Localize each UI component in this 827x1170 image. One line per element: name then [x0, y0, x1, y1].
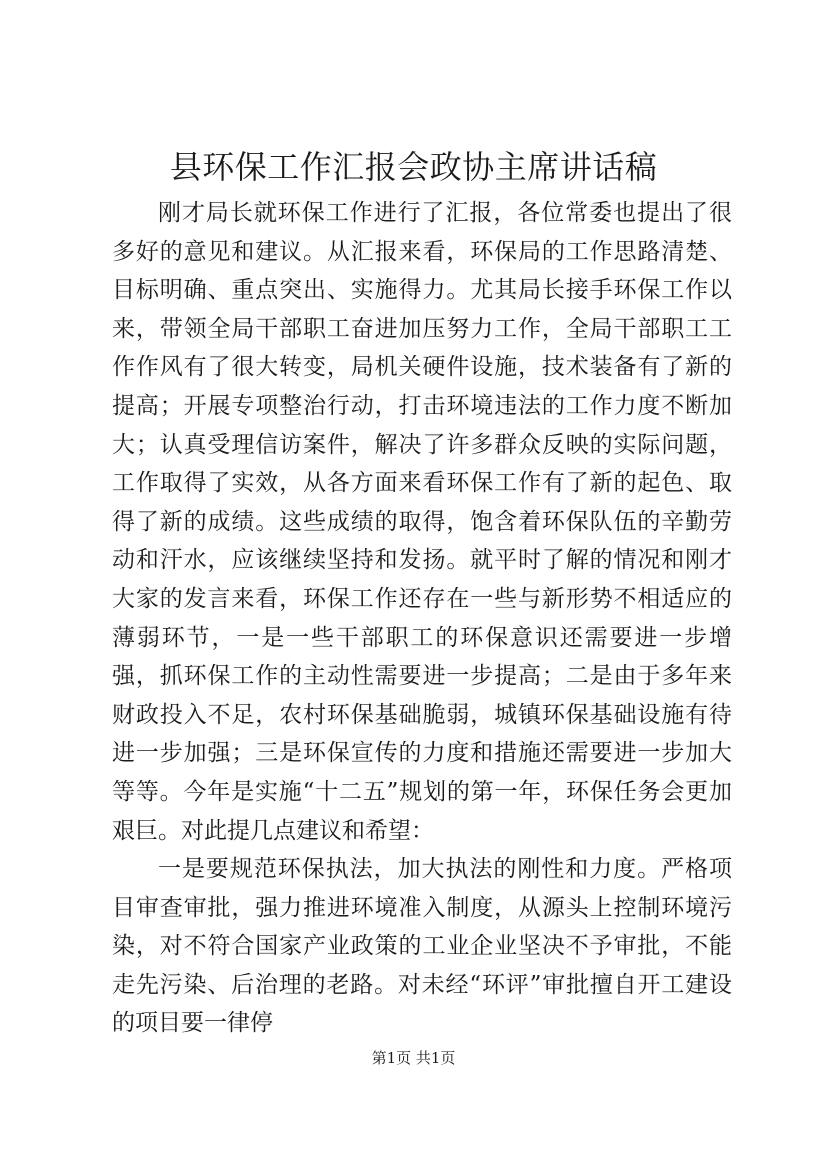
paragraph-intro: 刚才局长就环保工作进行了汇报，各位常委也提出了很多好的意见和建议。从汇报来看，环保局的工作思路清楚、目标明确、重点突出、实施得力。尤其局长接手环保工作以来，带领全局干部职工奋进加压努力工作，全局干部职工工作作风有了很大转变，局机关硬件设施，技术装备有了新的提高；开展专项整治行动，打击环境违法的工作力度不断加大；认真受理信访案件，解决了许多群众反映的实际问题，工作取得了实效，从各方面来看环保工作有了新的起色、取得了新的成绩。这些成绩的取得，饱含着环保队伍的辛勤劳动和汗水，应该继续坚持和发扬。就平时了解的情况和刚才大家的发言来看，环保工作还存在一些与新形势不相适应的薄弱环节，一是一些干部职工的环保意识还需要进一步增强，抓环保工作的主动性需要进一步提高；二是由于多年来财政投入不足，农村环保基础脆弱，城镇环保基础设施有待进一步加强；三是环保宣传的力度和措施还需要进一步加大等等。今年是实施“十二五”规划的第一年，环保任务会更加艰巨。对此提几点建议和希望： [112, 200, 732, 844]
document-title: 县环保工作汇报会政协主席讲话稿 [169, 148, 658, 186]
page-number-footer: 第1页 共1页 [371, 1049, 456, 1067]
document-body [112, 194, 732, 1043]
paragraph-suggestion-one: 一是要规范环保执法，加大执法的刚性和力度。严格项目审查审批，强力推进环境准入制度，从源头上控制环境污染，对不符合国家产业政策的工业企业坚决不予审批，不能走先污染、后治理的老路。对未经“环评”审批擅自开工建设的项目要一律停 [112, 856, 732, 1037]
